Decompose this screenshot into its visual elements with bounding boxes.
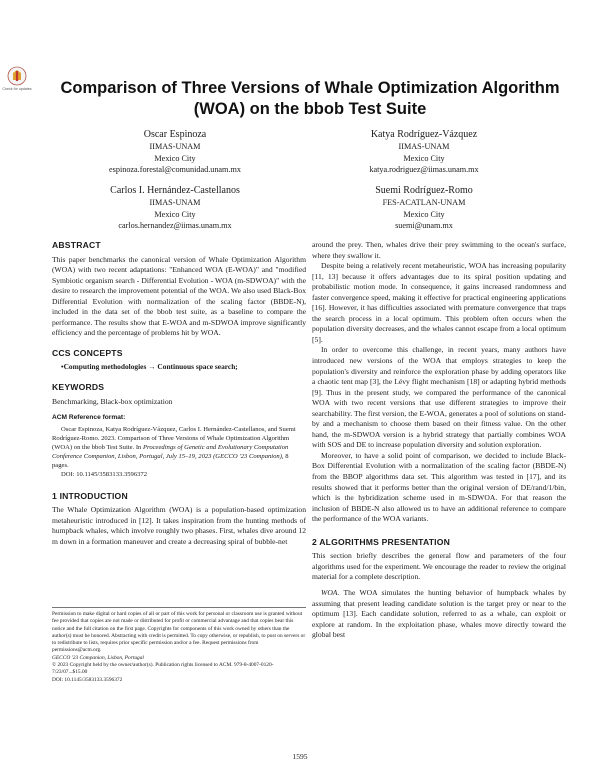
author-name: Katya Rodríguez-Vázquez [370,129,478,140]
footnote-venue: GECCO '23 Companion, Lisbon, Portugal [52,654,144,661]
woa-label: WOA. [321,587,340,597]
paper-title: Comparison of Three Versions of Whale Optimization Algorithm (WOA) on the bbob Test Suite [60,79,560,118]
author-affiliation: IIMAS-UNAM [149,142,201,151]
author-block [45,128,305,176]
author-affiliation: IIMAS-UNAM [398,142,450,151]
author-city: Mexico City [403,209,445,219]
paragraph: Despite being a relatively recent metaheuristic, WOA has increasing popularity [11, 13] because it offers advantages due to its spiral position updating and probabilistic motion mode. In consequence, it gains increased randomness and faster convergence speed, making it effective for practical engineering applications [16]. However, it has difficulties associated with premature convergence that traps the search process in a local optimum. This problem often occurs when the population diversity decreases, and the whales cannot escape from a local optimum [5]. [312,261,566,344]
footnote-doi: DOI: 10.1145/3583133.3596372 [52,676,123,683]
intro-heading: 1 INTRODUCTION [52,490,128,501]
abstract-text: This paper benchmarks the canonical version of Whale Optimization Algorithm (WOA) with two recent adaptations: "Enhanced WOA (E-WOA)" and "modified Symbiotic organism search - Differential Evolution - WOA (m-SDWOA)" with the desire to research the improvement potential of the WOA. We also used Black-Box Differential Evolution with normalization of the scaling factor (BBDE-N), included in the data set of the bbob test suite, as a baseline to compare the performance. The results show that E-WOA and m-SDWOA improve significantly efficiency and the percentage of problems hit by WOA. [52,254,306,338]
woa-paragraph [312,588,566,641]
reference-format-heading: ACM Reference format: [52,414,126,422]
author-block [294,184,554,232]
author-affiliation: FES-ACATLAN-UNAM [382,198,466,207]
left-column [52,240,306,547]
keywords-text: Benchmarking, Black-box optimization [52,396,173,406]
ccs-text: •Computing methodologies → Continuous space search; [61,362,238,372]
paragraph: This section briefly describes the general flow and parameters of the four algorithms used for the experiment. We encourage the reader to review the original material for a complete description. [312,551,566,582]
reference-doi: DOI: 10.1145/3583133.3596372 [61,470,148,478]
artifact-badge[interactable] [4,66,30,96]
author-city: Mexico City [403,153,445,163]
author-affiliation: IIMAS-UNAM [149,198,201,207]
ccs-heading: CCS CONCEPTS [52,347,123,358]
author-block [294,128,554,176]
reference-pages: 8 pages. [52,452,289,469]
paragraph: around the prey. Then, whales drive their prey swimming to the ocean's surface, where they swallow it. [312,240,566,260]
section-2-heading: 2 ALGORITHMS PRESENTATION [312,536,451,547]
intro-text: The Whale Optimization Algorithm (WOA) is a population-based optimization metaheuristic introduced in [12]. It takes inspiration from the hunting methods of humpback whales, which involve roughly two phases. First, whales dive around 12 m down in a formation maneuver and create a decreasing spiral of bubble-net [52,505,306,546]
author-email: katya.rodriguez@iimas.unam.mx [369,165,479,174]
author-city: Mexico City [154,153,196,163]
reference-format-text [52,425,306,470]
author-email: espinoza.forestal@comunidad.unam.mx [109,165,241,174]
woa-text: The WOA simulates the hunting behavior of humpback whales by assuming that present leading candidate solution is the target prey or near to the optimum [13]. Each candidate solution, referred to as a whale, can exploit or explore at random. In the exploitation phase, whales move directly toward the global best [312,587,566,640]
footnote-copyright: © 2023 Copyright held by the owner/author(s). Publication rights licensed to ACM. 979-8-4007-0120-7/23/07...$15.00 [52,662,274,676]
permission-footnote [52,607,306,684]
author-block [45,184,305,232]
paragraph: In order to overcome this challenge, in recent years, many authors have introduced new versions of the WOA that employs strategies to keep the population's diversity and reinforce the exploration phase by adding operators like a chaotic tent map [3], the Lévy flight mechanism [18] or adapting hybrid methods [9]. Thus in the present study, we compared the performance of the canonical WOA with two recent versions that use different strategies to improve their searchability. The first version, the E-WOA, generates a pool of solutions on stand-by and a mechanism to choose them based on their fitness value. On the other hand, the m-SDWOA version is a hybrid strategy that partially combines WOA with SOS and DE to increase population diversity and solution exploration. [312,345,566,450]
badge-text: Check for updates [2,87,32,91]
author-email: carlos.hernandez@iimas.unam.mx [118,221,232,230]
reference-venue: Proceedings of Genetic and Evolutionary Computation Conference Companion, Lisbon, Portugal, July 15–19, 2023 (GECCO '23 Companion), [52,443,289,460]
keywords-heading: KEYWORDS [52,382,105,393]
page-number: 1595 [292,752,308,761]
author-name: Carlos I. Hernández-Castellanos [110,185,240,196]
author-city: Mexico City [154,209,196,219]
author-name: Oscar Espinoza [143,129,207,140]
permission-text: Permission to make digital or hard copies of all or part of this work for personal or classroom use is granted without fee provided that copies are not made or distributed for profit or commercial advantage and that copies bear this notice and the full citation on the first page. Copyrights for components of this work owned by others than the author(s) must be honored. Abstracting with credit is permitted. To copy otherwise, or republish, to post on servers or to redistribute to lists, requires prior specific permission and/or a fee. Request permissions from permissions@acm.org. [52,611,306,654]
abstract-heading: ABSTRACT [52,240,101,250]
author-name: Suemi Rodríguez-Romo [375,185,473,196]
paragraph: Moreover, to have a solid point of comparison, we decided to include Black-Box Differential Evolution with a normalization of the scaling factor (BBDE-N) from the BBOP algorithms data set. This algorithm was tested in [17], and its results showed that it performs better than the original version of DE/rand/1/bin, which is the hybridization scheme used in m-SDWOA. For that reason the inclusion of BBDE-N also allowed us to have an additional reference to compare the performance of the WOA variants. [312,450,566,524]
reference-authors: Oscar Espinoza, Katya Rodríguez-Vázquez, Carlos I. Hernández-Castellanos, and Suemi Rodríguez-Romo. 2023. Comparison of Three Versions of Whale Optimization Algorithm (WOA) on the bbob Test Suite. In [52,425,296,451]
author-email: suemi@unam.mx [395,221,453,230]
right-column [312,240,566,641]
artifact-badge-icon [4,66,30,96]
